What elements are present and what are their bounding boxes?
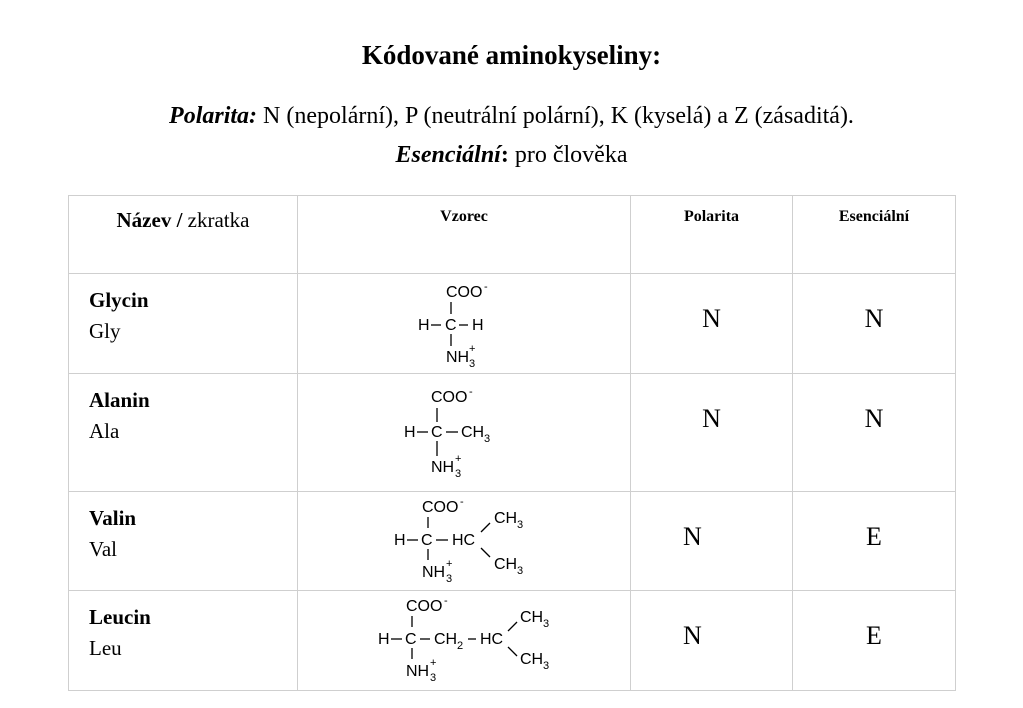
essential-cell: E: [793, 591, 956, 691]
alanine-structure: [298, 374, 631, 492]
svg-text:COO: COO: [406, 598, 443, 615]
header-name-rest: zkratka: [182, 208, 250, 232]
svg-text:3: 3: [455, 468, 462, 480]
aa-name: Alanin: [89, 388, 150, 412]
svg-text:3: 3: [484, 433, 491, 445]
polarity-legend: [0, 103, 1023, 130]
svg-text:H: H: [378, 631, 390, 648]
svg-text:H: H: [418, 317, 430, 334]
svg-text:NH: NH: [431, 459, 455, 476]
header-name-bold: Název /: [116, 208, 183, 232]
svg-text:3: 3: [430, 672, 437, 684]
svg-text:CH: CH: [434, 631, 458, 648]
formula-cell: [298, 374, 631, 492]
essential-text: pro člověka: [508, 142, 628, 168]
name-cell: [69, 274, 298, 374]
formula-cell: [298, 274, 631, 374]
svg-text:HC: HC: [452, 532, 476, 549]
svg-text:CH: CH: [461, 424, 485, 441]
table-row: [69, 274, 956, 374]
svg-text:-: -: [460, 496, 464, 508]
name-cell: [69, 492, 298, 591]
svg-text:COO: COO: [431, 389, 468, 406]
aa-name: Glycin: [89, 288, 149, 312]
svg-text:3: 3: [517, 519, 524, 531]
name-cell: [69, 374, 298, 492]
svg-text:3: 3: [517, 565, 524, 577]
table-header-row: [69, 196, 956, 274]
aa-abbr: Val: [89, 537, 117, 561]
formula-cell: [298, 591, 631, 691]
svg-text:-: -: [444, 595, 448, 607]
essential-cell: E: [793, 492, 956, 591]
svg-text:C: C: [405, 631, 417, 648]
polarity-cell: N: [631, 274, 793, 374]
name-cell: [69, 591, 298, 691]
header-polarity: Polarita: [631, 196, 793, 274]
svg-text:+: +: [430, 657, 437, 669]
table-row: [69, 591, 956, 691]
svg-text:CH: CH: [494, 510, 518, 527]
glycine-structure: [298, 274, 631, 374]
svg-text:C: C: [421, 532, 433, 549]
svg-text:+: +: [455, 453, 462, 465]
page-title: Kódované aminokyseliny:: [361, 40, 662, 70]
formula-cell: [298, 492, 631, 591]
leucine-structure: [298, 591, 631, 691]
svg-text:COO: COO: [422, 499, 459, 516]
essential-cell: N: [793, 274, 956, 374]
svg-text:C: C: [431, 424, 443, 441]
polarity-cell: N: [631, 492, 793, 591]
svg-text:-: -: [484, 281, 488, 293]
svg-text:CH: CH: [520, 609, 544, 626]
svg-text:3: 3: [446, 573, 453, 585]
svg-text:NH: NH: [422, 564, 446, 581]
header-name: [69, 196, 298, 274]
svg-text:2: 2: [457, 640, 464, 652]
aa-abbr: Ala: [89, 419, 120, 443]
svg-text:NH: NH: [446, 349, 470, 366]
aa-abbr: Leu: [89, 636, 122, 660]
svg-text:H: H: [394, 532, 406, 549]
svg-text:H: H: [404, 424, 416, 441]
polarity-cell: N: [631, 591, 793, 691]
svg-text:COO: COO: [446, 284, 483, 301]
svg-text:CH: CH: [494, 556, 518, 573]
polarity-cell: N: [631, 374, 793, 492]
svg-text:+: +: [446, 558, 453, 570]
table-row: [69, 374, 956, 492]
valine-structure: [298, 492, 631, 591]
essential-colon: :: [500, 142, 509, 168]
essential-label: Esenciální: [395, 142, 501, 168]
essential-cell: N: [793, 374, 956, 492]
header-essential: Esenciální: [793, 196, 956, 274]
svg-text:3: 3: [543, 618, 550, 630]
svg-text:HC: HC: [480, 631, 504, 648]
svg-text:C: C: [445, 317, 457, 334]
aa-abbr: Gly: [89, 319, 121, 343]
svg-text:CH: CH: [520, 651, 544, 668]
amino-acid-table: [68, 195, 956, 691]
svg-text:3: 3: [469, 358, 476, 370]
aa-name: Valin: [89, 506, 137, 530]
table-row: [69, 492, 956, 591]
svg-text:+: +: [469, 343, 476, 355]
svg-text:H: H: [472, 317, 484, 334]
polarity-text: N (nepolární), P (neutrální polární), K (kyselá) a Z (zásaditá).: [257, 103, 854, 129]
header-formula: Vzorec: [298, 196, 631, 274]
aa-name: Leucin: [89, 605, 151, 629]
essential-legend: [0, 142, 1023, 169]
svg-text:NH: NH: [406, 663, 430, 680]
polarity-label: Polarita:: [169, 103, 258, 129]
svg-text:-: -: [469, 386, 473, 398]
svg-text:3: 3: [543, 660, 550, 672]
